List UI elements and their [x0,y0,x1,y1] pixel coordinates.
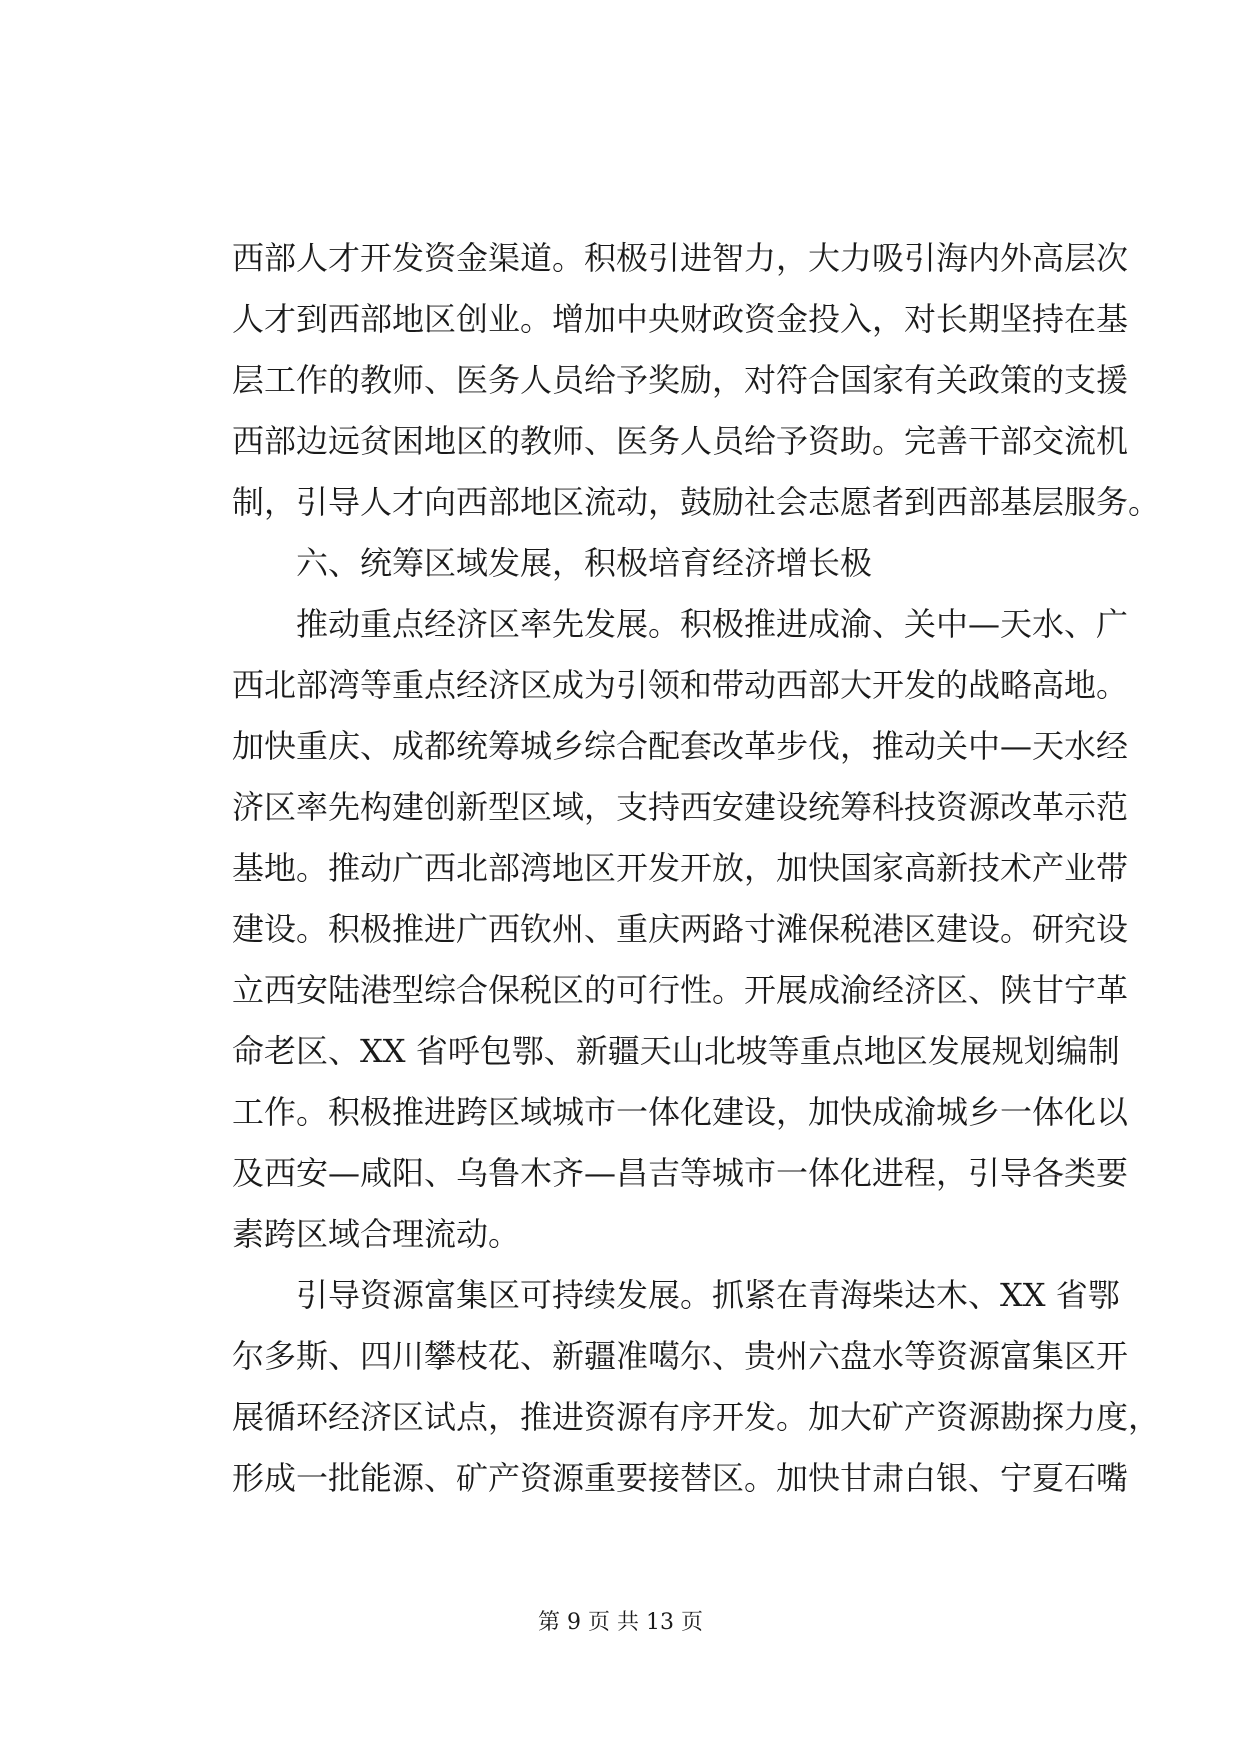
text-line: 建设。积极推进广西钦州、重庆两路寸滩保税港区建设。研究设 [232,910,1129,948]
section-heading [232,533,1086,594]
text-line: 西部人才开发资金渠道。积极引进智力，大力吸引海内外高层次 [232,239,1129,277]
text-line: 济区率先构建创新型区域，支持西安建设统筹科技资源改革示范 [232,788,1129,826]
text-line: 素跨区域合理流动。 [232,1215,521,1253]
text-line: 层工作的教师、医务人员给予奖励，对符合国家有关政策的支援 [232,361,1129,399]
text-line: 人才到西部地区创业。增加中央财政资金投入，对长期坚持在基 [232,300,1129,338]
text-line: 加快重庆、成都统筹城乡综合配套改革步伐，推动关中—天水经 [232,727,1129,765]
text-line: 尔多斯、四川攀枝花、新疆准噶尔、贵州六盘水等资源富集区开 [232,1337,1129,1375]
text-line: 工作。积极推进跨区域城市一体化建设，加快成渝城乡一体化以 [232,1093,1129,1131]
paragraph [232,228,1161,533]
text-line: 推动重点经济区率先发展。积极推进成渝、关中—天水、广 [296,605,1129,643]
text-line: 制，引导人才向西部地区流动，鼓励社会志愿者到西部基层服务。 [232,483,1161,521]
text-line: 西北部湾等重点经济区成为引领和带动西部大开发的战略高地。 [232,666,1129,704]
paragraph [232,1265,1161,1509]
text-line: 展循环经济区试点，推进资源有序开发。加大矿产资源勘探力度， [232,1398,1161,1436]
text-line: 六、统筹区域发展，积极培育经济增长极 [296,544,873,582]
text-line: 命老区、XX 省呼包鄂、新疆天山北坡等重点地区发展规划编制 [232,1032,1120,1070]
text-line: 西部边远贫困地区的教师、医务人员给予资助。完善干部交流机 [232,422,1129,460]
text-line: 基地。推动广西北部湾地区开发开放，加快国家高新技术产业带 [232,849,1129,887]
text-line: 形成一批能源、矿产资源重要接替区。加快甘肃白银、宁夏石嘴 [232,1459,1129,1497]
text-line: 引导资源富集区可持续发展。抓紧在青海柴达木、XX 省鄂 [296,1276,1120,1314]
paragraph [232,594,1129,1265]
page-footer: 第 9 页 共 13 页 [538,1610,703,1635]
text-line: 及西安—咸阳、乌鲁木齐—昌吉等城市一体化进程，引导各类要 [232,1154,1129,1192]
text-line: 立西安陆港型综合保税区的可行性。开展成渝经济区、陕甘宁革 [232,971,1129,1009]
document-body [232,228,1161,1509]
